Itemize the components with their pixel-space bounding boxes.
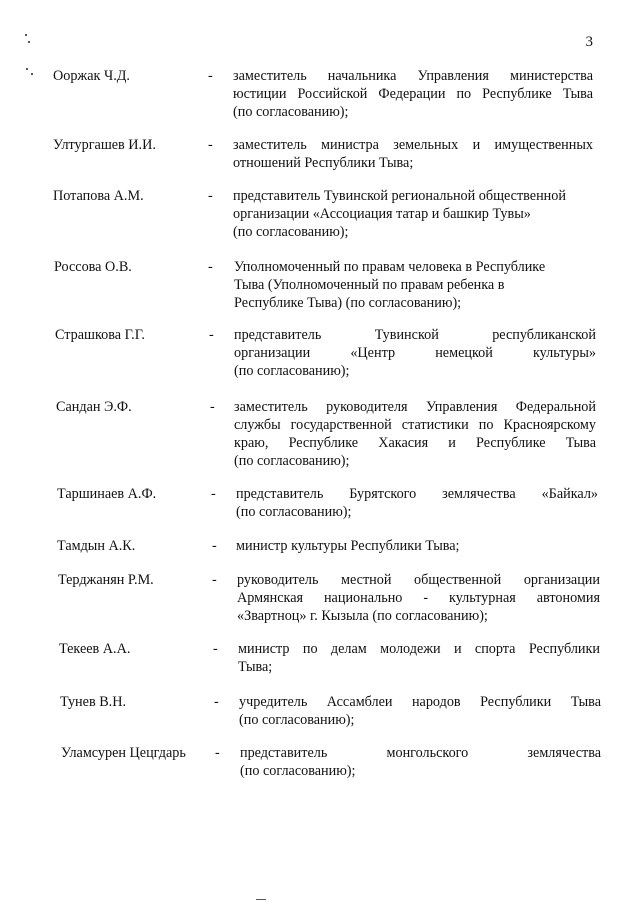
- position-line: юстиции Российской Федерации по Республике Тыва: [233, 86, 593, 102]
- scan-speck: [25, 34, 27, 36]
- position-line: заместитель руководителя Управления Федеральной: [234, 399, 596, 415]
- member-name: Текеев А.А.: [59, 641, 131, 657]
- position-line: заместитель министра земельных и имущественных: [233, 137, 593, 153]
- member-position: [234, 398, 596, 470]
- member-position: [240, 744, 601, 780]
- scan-speck: [31, 73, 33, 75]
- dash-separator: -: [209, 327, 214, 343]
- footer-mark: [256, 899, 266, 903]
- dash-separator: -: [211, 486, 216, 502]
- dash-separator: -: [212, 538, 217, 554]
- member-position: [237, 571, 600, 625]
- member-name: Тунев В.Н.: [60, 694, 126, 710]
- member-position: [234, 258, 594, 312]
- member-name: Сандан Э.Ф.: [56, 399, 132, 415]
- position-line: Армянская национально - культурная автономия: [237, 590, 600, 606]
- position-line: (по согласованию);: [233, 224, 349, 240]
- dash-separator: -: [208, 188, 213, 204]
- position-line: (по согласованию);: [239, 712, 355, 728]
- dash-separator: -: [212, 572, 217, 588]
- member-name: Россова О.В.: [54, 259, 132, 275]
- position-line: министр по делам молодежи и спорта Республики: [238, 641, 600, 657]
- position-line: отношений Республики Тыва;: [233, 155, 414, 171]
- position-line: заместитель начальника Управления министерства: [233, 68, 593, 84]
- member-name: Потапова А.М.: [53, 188, 144, 204]
- position-line: Тыва (Уполномоченный по правам ребенка в: [234, 277, 505, 293]
- position-line: руководитель местной общественной организации: [237, 572, 600, 588]
- dash-separator: -: [210, 399, 215, 415]
- position-line: представитель Бурятского землячества «Байкал»: [236, 486, 598, 502]
- position-line: организации «Центр немецкой культуры»: [234, 345, 596, 361]
- member-name: Уламсурен Цецгдарь: [61, 745, 186, 761]
- member-position: [233, 187, 593, 241]
- position-line: Тыва;: [238, 659, 273, 675]
- member-name: Страшкова Г.Г.: [55, 327, 145, 343]
- scan-speck: [28, 41, 30, 43]
- member-name: Тамдын А.К.: [57, 538, 136, 554]
- page-number: 3: [585, 34, 593, 50]
- position-line: учредитель Ассамблеи народов Республики Тыва: [239, 694, 601, 710]
- member-position: [239, 693, 601, 729]
- member-position: [236, 537, 598, 555]
- member-position: [233, 136, 593, 172]
- dash-separator: -: [214, 694, 219, 710]
- position-line: (по согласованию);: [240, 763, 356, 779]
- member-position: [234, 326, 596, 380]
- position-line: (по согласованию);: [236, 504, 352, 520]
- position-line: (по согласованию);: [234, 363, 350, 379]
- position-line: (по согласованию);: [233, 104, 349, 120]
- member-position: [236, 485, 598, 521]
- member-name: Терджанян Р.М.: [58, 572, 154, 588]
- dash-separator: -: [215, 745, 220, 761]
- member-name: Таршинаев А.Ф.: [57, 486, 157, 502]
- position-line: министр культуры Республики Тыва;: [236, 538, 460, 554]
- dash-separator: -: [208, 68, 213, 84]
- position-line: представитель монгольского землячества: [240, 745, 601, 761]
- position-line: Республике Тыва) (по согласованию);: [234, 295, 462, 311]
- position-line: службы государственной статистики по Красноярскому: [234, 417, 596, 433]
- member-position: [238, 640, 600, 676]
- dash-separator: -: [208, 259, 213, 275]
- position-line: краю, Республике Хакасия и Республике Тыва: [234, 435, 596, 451]
- member-name: Ооржак Ч.Д.: [53, 68, 130, 84]
- position-line: организации «Ассоциация татар и башкир Тувы»: [233, 206, 531, 222]
- position-line: представитель Тувинской республиканской: [234, 327, 596, 343]
- scan-speck: [26, 68, 28, 70]
- position-line: «Звартноц» г. Кызыла (по согласованию);: [237, 608, 488, 624]
- position-line: Уполномоченный по правам человека в Республике: [234, 259, 546, 275]
- position-line: (по согласованию);: [234, 453, 350, 469]
- dash-separator: -: [208, 137, 213, 153]
- position-line: представитель Тувинской региональной общественной: [233, 188, 566, 204]
- member-name: Ултургашев И.И.: [53, 137, 156, 153]
- dash-separator: -: [213, 641, 218, 657]
- member-position: [233, 67, 593, 121]
